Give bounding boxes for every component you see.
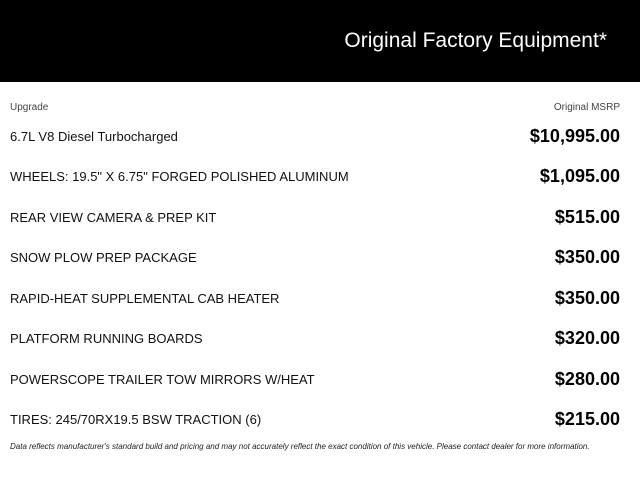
list-item	[0, 278, 640, 319]
item-name: POWERSCOPE TRAILER TOW MIRRORS W/HEAT	[10, 371, 315, 387]
list-item	[0, 359, 640, 400]
item-price: $350.00	[554, 247, 620, 268]
list-item	[0, 197, 640, 238]
column-header-upgrade: Upgrade	[10, 101, 49, 113]
item-price: $350.00	[554, 287, 620, 308]
item-price: $280.00	[554, 368, 620, 389]
item-name: TIRES: 245/70RX19.5 BSW TRACTION (6)	[10, 412, 262, 428]
item-price: $320.00	[554, 328, 620, 349]
item-name: WHEELS: 19.5" X 6.75" FORGED POLISHED ALUMINUM	[10, 169, 349, 185]
disclaimer-text: Data reflects manufacturer's standard build and pricing and may not accurately reflect the exact condition of this vehicle. Please contact dealer for more information.	[10, 442, 590, 451]
header-bar	[0, 0, 640, 82]
item-price: $1,095.00	[539, 166, 620, 187]
equipment-list	[0, 116, 640, 440]
column-headers	[0, 100, 640, 114]
item-name: PLATFORM RUNNING BOARDS	[10, 331, 203, 347]
column-header-msrp: Original MSRP	[553, 101, 620, 113]
item-price: $515.00	[554, 206, 620, 227]
list-item	[0, 238, 640, 279]
item-name: REAR VIEW CAMERA & PREP KIT	[10, 209, 217, 225]
item-name: 6.7L V8 Diesel Turbocharged	[10, 128, 178, 144]
page-title: Original Factory Equipment*	[344, 29, 607, 52]
list-item	[0, 157, 640, 198]
item-price: $215.00	[554, 409, 620, 430]
list-item	[0, 116, 640, 157]
item-name: RAPID-HEAT SUPPLEMENTAL CAB HEATER	[10, 290, 280, 306]
list-item	[0, 400, 640, 441]
list-item	[0, 319, 640, 360]
item-price: $10,995.00	[529, 125, 620, 146]
item-name: SNOW PLOW PREP PACKAGE	[10, 250, 197, 266]
